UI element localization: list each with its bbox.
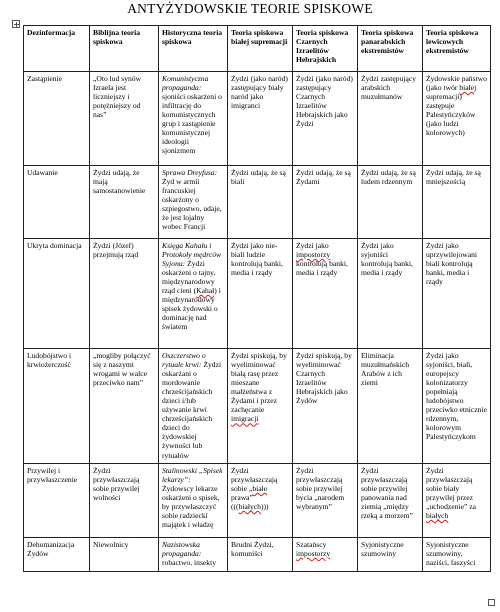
table-cell: Stalinowski „Spisek lekarzy”: Żydowscy lekarze oskarżeni o spisek, by przywłaszczyć sobie radzieckí majątek i władzę: [159, 464, 228, 538]
row-label: Dehumanizacja Żydów: [24, 538, 90, 572]
header-cell: Teoria spiskowa Czarnych Izraelitów Hebrajskich: [293, 26, 358, 72]
table-cell: Żydzi spiskują, by wyeliminować białą rasę przez mieszane małżeństwa z Żydami i przez zachęcanie imigracji: [228, 349, 293, 464]
header-cell: Teoria spiskowa panarabskich ekstremistów: [358, 26, 423, 72]
cell-emphasis: Sprawa Dreyfusa:: [162, 168, 218, 177]
table-row: [24, 239, 491, 349]
cell-emphasis: Stalinowski „Spisek lekarzy”:: [162, 466, 223, 485]
table-cell: Żydzi udają, że mają samostanowienie: [90, 166, 159, 239]
table-cell: Żydzi udają, że są biali: [228, 166, 293, 239]
table-row: [24, 349, 491, 464]
table-row: [24, 538, 491, 572]
header-cell: Historyczna teoria spiskowa: [159, 26, 228, 72]
spellcheck-word: białe: [252, 484, 268, 494]
row-label: Przywilej i przywłaszczenie: [24, 464, 90, 538]
table-cell: „mogliby połączyć się z naszymi wrogami w walce przeciwko nam”: [90, 349, 159, 464]
header-cell: Dezinformacja: [24, 26, 90, 72]
table-cell: Brudni Żydzi, komuniści: [228, 538, 293, 572]
table-cell: Żydzi przywłaszczają sobie przywilej bycia „narodem wybranym”: [293, 464, 358, 538]
table-cell: Księga Kahału i Protokoły mędrców Syjonu: Żydzi oskarżeni o tajny, międzynarodowy rząd cieni (Kahał) i międzynarodowy spisek żydowski o dominację nad światem: [159, 239, 228, 349]
table-cell: Żydzi (Józef) przejmują rząd: [90, 239, 159, 349]
spellcheck-word: białych: [426, 511, 449, 521]
table-cell: Żydzi udają, że są ludem rdzennym: [358, 166, 423, 239]
spellcheck-word: impostorzy: [296, 250, 331, 260]
table-cell: Syjonistyczne szumowiny, naziści, faszyści: [423, 538, 491, 572]
table-row: [24, 464, 491, 538]
row-label: Ludobójstwo i krwiożerczość: [24, 349, 90, 464]
table-move-handle-icon[interactable]: [12, 20, 20, 28]
table-cell: Żydzi przywłaszczają sobie „białe prawa” (((białych))): [228, 464, 293, 538]
spellcheck-word: Kahał: [196, 286, 215, 296]
table-cell: Żydzi przywłaszczają sobie przywilej panowania nad ziemią „między rzeką a morzem”: [358, 464, 423, 538]
cell-emphasis: Księga Kahału i Protokoły mędrców Syjonu:: [162, 241, 222, 269]
table-cell: Żydzi jako syjoniści, biali, europejscy kolonizatorzy popełniają ludobójstwo przeciwko etnicznie rdzennym, kolorowym Palestyńczykom: [423, 349, 491, 464]
table-cell: Żydzi jako syjoniści kontrolują banki, media i rządy: [358, 239, 423, 349]
header-cell: Teoria spiskowa białej supremacji: [228, 26, 293, 72]
table-cell: Niewolnicy: [90, 538, 159, 572]
table-cell: Żydzi przywłaszczają sobie biały przywilej przez „uchodzenie” za białych: [423, 464, 491, 538]
header-cell: Teoria spiskowa lewicowych ekstremistów: [423, 26, 491, 72]
table-cell: Żydzi przywłaszczają sobie przywilej wolności: [90, 464, 159, 538]
table-cell: Syjonistyczne szumowiny: [358, 538, 423, 572]
cell-emphasis: Oszczerstwo o rytuale krwi:: [162, 351, 206, 370]
table-cell: Żydzi zastępujący arabskich muzułmanów: [358, 72, 423, 166]
header-cell: Biblijna teoria spiskowa: [90, 26, 159, 72]
table-cell: Żydzi (jako naród) zastępujący Czarnych Izraelitów Hebrajskich jako Żydzi: [293, 72, 358, 166]
row-label: Zastąpienie: [24, 72, 90, 166]
table-cell: Żydzi jako uprzywilejowani biali kontrolują banki, media i rządy: [423, 239, 491, 349]
table-cell: Żydzi udają, że są mniejszością: [423, 166, 491, 239]
document-title: ANTYŻYDOWSKIE TEORIE SPISKOWE: [127, 1, 373, 16]
table-cell: Eliminacja muzułmańskich Arabów z ich ziemi: [358, 349, 423, 464]
table-cell: Oszczerstwo o rytuale krwi: Żydzi oskarżani o mordowanie chrześcijańskich dzieci i/lub używanie krwi chrześcijańskich dzieci do żydowskiej żywności lub rytuałów: [159, 349, 228, 464]
conspiracy-theories-table: [23, 25, 491, 572]
spellcheck-word: białe: [459, 83, 475, 93]
table-cell: Żydzi udają, że są Żydami: [293, 166, 358, 239]
spellcheck-word: białych: [238, 502, 261, 512]
table-header-row: [24, 26, 491, 72]
table-row: [24, 166, 491, 239]
row-label: Ukryta dominacja: [24, 239, 90, 349]
cell-emphasis: Nazistowska propaganda:: [162, 540, 202, 559]
table-cell: Żydowskie państwo (jako twór białej supremacji) zastępuje Palestyńczyków (jako ludzi kolorowych): [423, 72, 491, 166]
table-cell: „Oto lud synów Izraela jest liczniejszy i potężniejszy od nas”: [90, 72, 159, 166]
row-label: Udawanie: [24, 166, 90, 239]
table-cell: Żydzi (jako naród) zastępujący biały naród jako imigranci: [228, 72, 293, 166]
table-cell: Komunistyczna propaganda: sjoniści oskarżeni o infiltrację do komunistycznych grup i zastąpienie komunistycznej ideologii sjonizmem: [159, 72, 228, 166]
table-row: [24, 72, 491, 166]
table-resize-handle-icon[interactable]: [488, 599, 495, 606]
table-cell: Sprawa Dreyfusa: Żyd w armii francuskiej oskarżony o szpiegostwo, udaje, że jest lojalny wobec Francji: [159, 166, 228, 239]
spellcheck-word: impostorzy: [296, 549, 331, 559]
table-cell: Nazistowska propaganda: robactwo, insekty: [159, 538, 228, 572]
spellcheck-word: imigracji: [231, 414, 259, 424]
table-cell: Żydzi spiskują, by wyeliminować Czarnych Izraelitów Hebrajskich jako Żydów: [293, 349, 358, 464]
table-cell: Szatańscy impostorzy: [293, 538, 358, 572]
cell-emphasis: Komunistyczna propaganda:: [162, 74, 209, 93]
table-cell: Żydzi jako nie-biali ludzie kontrolują banki, media i rządy: [228, 239, 293, 349]
table-cell: Żydzi jako impostorzy kontrolują banki, media i rządy: [293, 239, 358, 349]
